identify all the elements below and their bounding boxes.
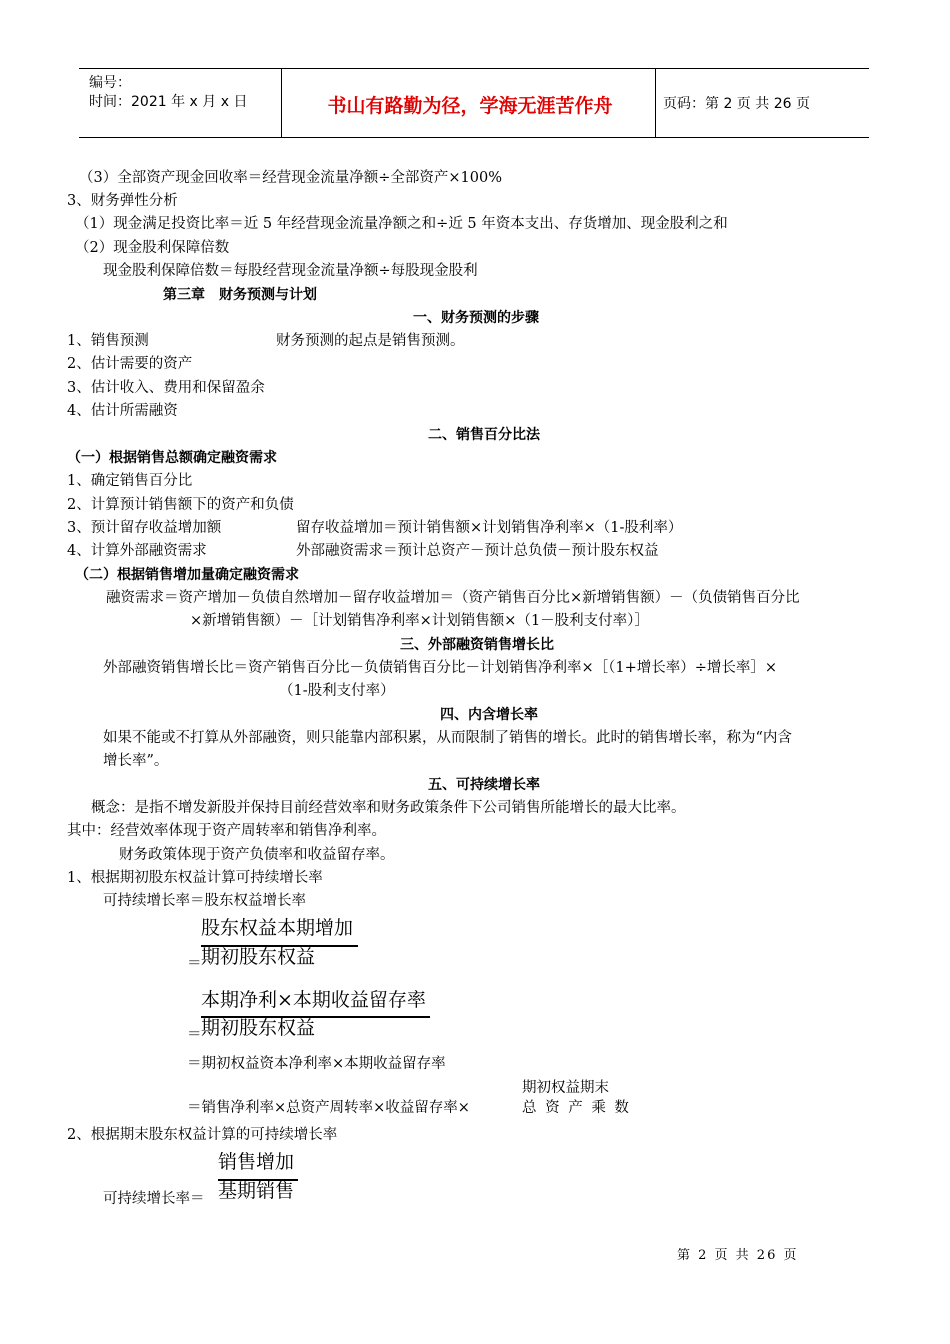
fraction-numerator: 股东权益本期增加 (201, 917, 354, 939)
fraction-numerator: 销售增加 (218, 1151, 295, 1173)
section-heading: 二、销售百分比法 (428, 427, 540, 443)
subsection-heading: （一）根据销售总额确定融资需求 (67, 450, 277, 466)
formula-line: ＝期初权益资本净利率×本期收益留存率 (187, 1056, 446, 1072)
header-divider (281, 69, 282, 137)
header-divider (655, 69, 656, 137)
document-number: 编号： (89, 75, 131, 91)
list-item: 3、估计收入、费用和保留盈余 (67, 380, 265, 396)
fraction-denominator: 期初股东权益 (201, 946, 316, 968)
paragraph-line: 如果不能或不打算从外部融资，则只能靠内部积累，从而限制了销售的增长。此时的销售增长率，称为“内含 (103, 730, 792, 746)
section-heading: 一、财务预测的步骤 (413, 310, 539, 326)
formula-line: 融资需求＝资产增加－负债自然增加－留存收益增加＝（资产销售百分比×新增销售额）－（负债销售百分比 (106, 590, 800, 606)
formula-line: 留存收益增加＝预计销售额×计划销售净利率×（1-股利率） (296, 520, 683, 536)
text-line: 3、财务弹性分析 (67, 193, 178, 209)
formula-line: ×新增销售额）－［计划销售净利率×计划销售额×（1－股利支付率）］ (190, 613, 649, 629)
list-item: 3、预计留存收益增加额 (67, 520, 222, 536)
chapter-title: 第三章 财务预测与计划 (163, 287, 317, 303)
fraction-denominator: 期初股东权益 (201, 1017, 316, 1039)
formula-line: （1-股利支付率） (279, 683, 395, 699)
list-item: 1、销售预测 (67, 333, 149, 349)
header-motto: 书山有路勤为径，学海无涯苦作舟 (327, 95, 613, 117)
paragraph-line: 财务政策体现于资产负债率和收益留存率。 (119, 847, 395, 863)
page-header (79, 68, 869, 138)
section-heading: 五、可持续增长率 (428, 777, 540, 793)
page-footer: 第 2 页 共 26 页 (677, 1248, 799, 1263)
paragraph-line: 增长率”。 (103, 753, 169, 769)
list-item: 1、根据期初股东权益计算可持续增长率 (67, 870, 323, 886)
header-page-number: 页码：第 2 页 共 26 页 (663, 96, 810, 112)
formula-line: 外部融资需求＝预计总资产－预计总负债－预计股东权益 (296, 543, 659, 559)
formula-stacked-top: 期初权益期末 (522, 1080, 609, 1096)
equals-sign: ＝ (187, 956, 202, 972)
list-item: 2、估计需要的资产 (67, 356, 193, 372)
list-item: 1、确定销售百分比 (67, 473, 193, 489)
fraction-denominator: 基期销售 (218, 1180, 295, 1202)
text-line: （2）现金股利保障倍数 (75, 240, 230, 256)
formula-line: ＝销售净利率×总资产周转率×收益留存率× (187, 1100, 470, 1116)
equals-sign: ＝ (187, 1027, 202, 1043)
list-item: 4、估计所需融资 (67, 403, 178, 419)
subsection-heading: （二）根据销售增加量确定融资需求 (75, 567, 299, 583)
text-line: （3）全部资产现金回收率＝经营现金流量净额÷全部资产×100% (79, 170, 502, 186)
fraction-numerator: 本期净利×本期收益留存率 (201, 989, 426, 1011)
formula-line: 现金股利保障倍数＝每股经营现金流量净额÷每股现金股利 (103, 263, 478, 279)
list-item-note: 财务预测的起点是销售预测。 (276, 333, 465, 349)
list-item: 2、计算预计销售额下的资产和负债 (67, 497, 294, 513)
section-heading: 三、外部融资销售增长比 (400, 637, 554, 653)
formula-stacked-bottom: 总 资 产 乘 数 (522, 1100, 631, 1116)
formula-line: 外部融资销售增长比＝资产销售百分比－负债销售百分比－计划销售净利率×［（1+增长率）÷增长率］× (103, 660, 778, 676)
text-line: （1）现金满足投资比率＝近 5 年经营现金流量净额之和÷近 5 年资本支出、存货增加、现金股利之和 (75, 216, 728, 232)
document-date: 时间：2021 年 x 月 x 日 (89, 94, 248, 110)
list-item: 2、根据期末股东权益计算的可持续增长率 (67, 1127, 338, 1143)
formula-line: 可持续增长率＝股东权益增长率 (103, 893, 306, 909)
paragraph-line: 其中：经营效率体现于资产周转率和销售净利率。 (67, 823, 386, 839)
list-item: 4、计算外部融资需求 (67, 543, 207, 559)
header-info (89, 74, 247, 112)
formula-line: 可持续增长率＝ (103, 1191, 205, 1207)
paragraph-line: 概念：是指不增发新股并保持目前经营效率和财务政策条件下公司销售所能增长的最大比率。 (91, 800, 686, 816)
section-heading: 四、内含增长率 (440, 707, 538, 723)
